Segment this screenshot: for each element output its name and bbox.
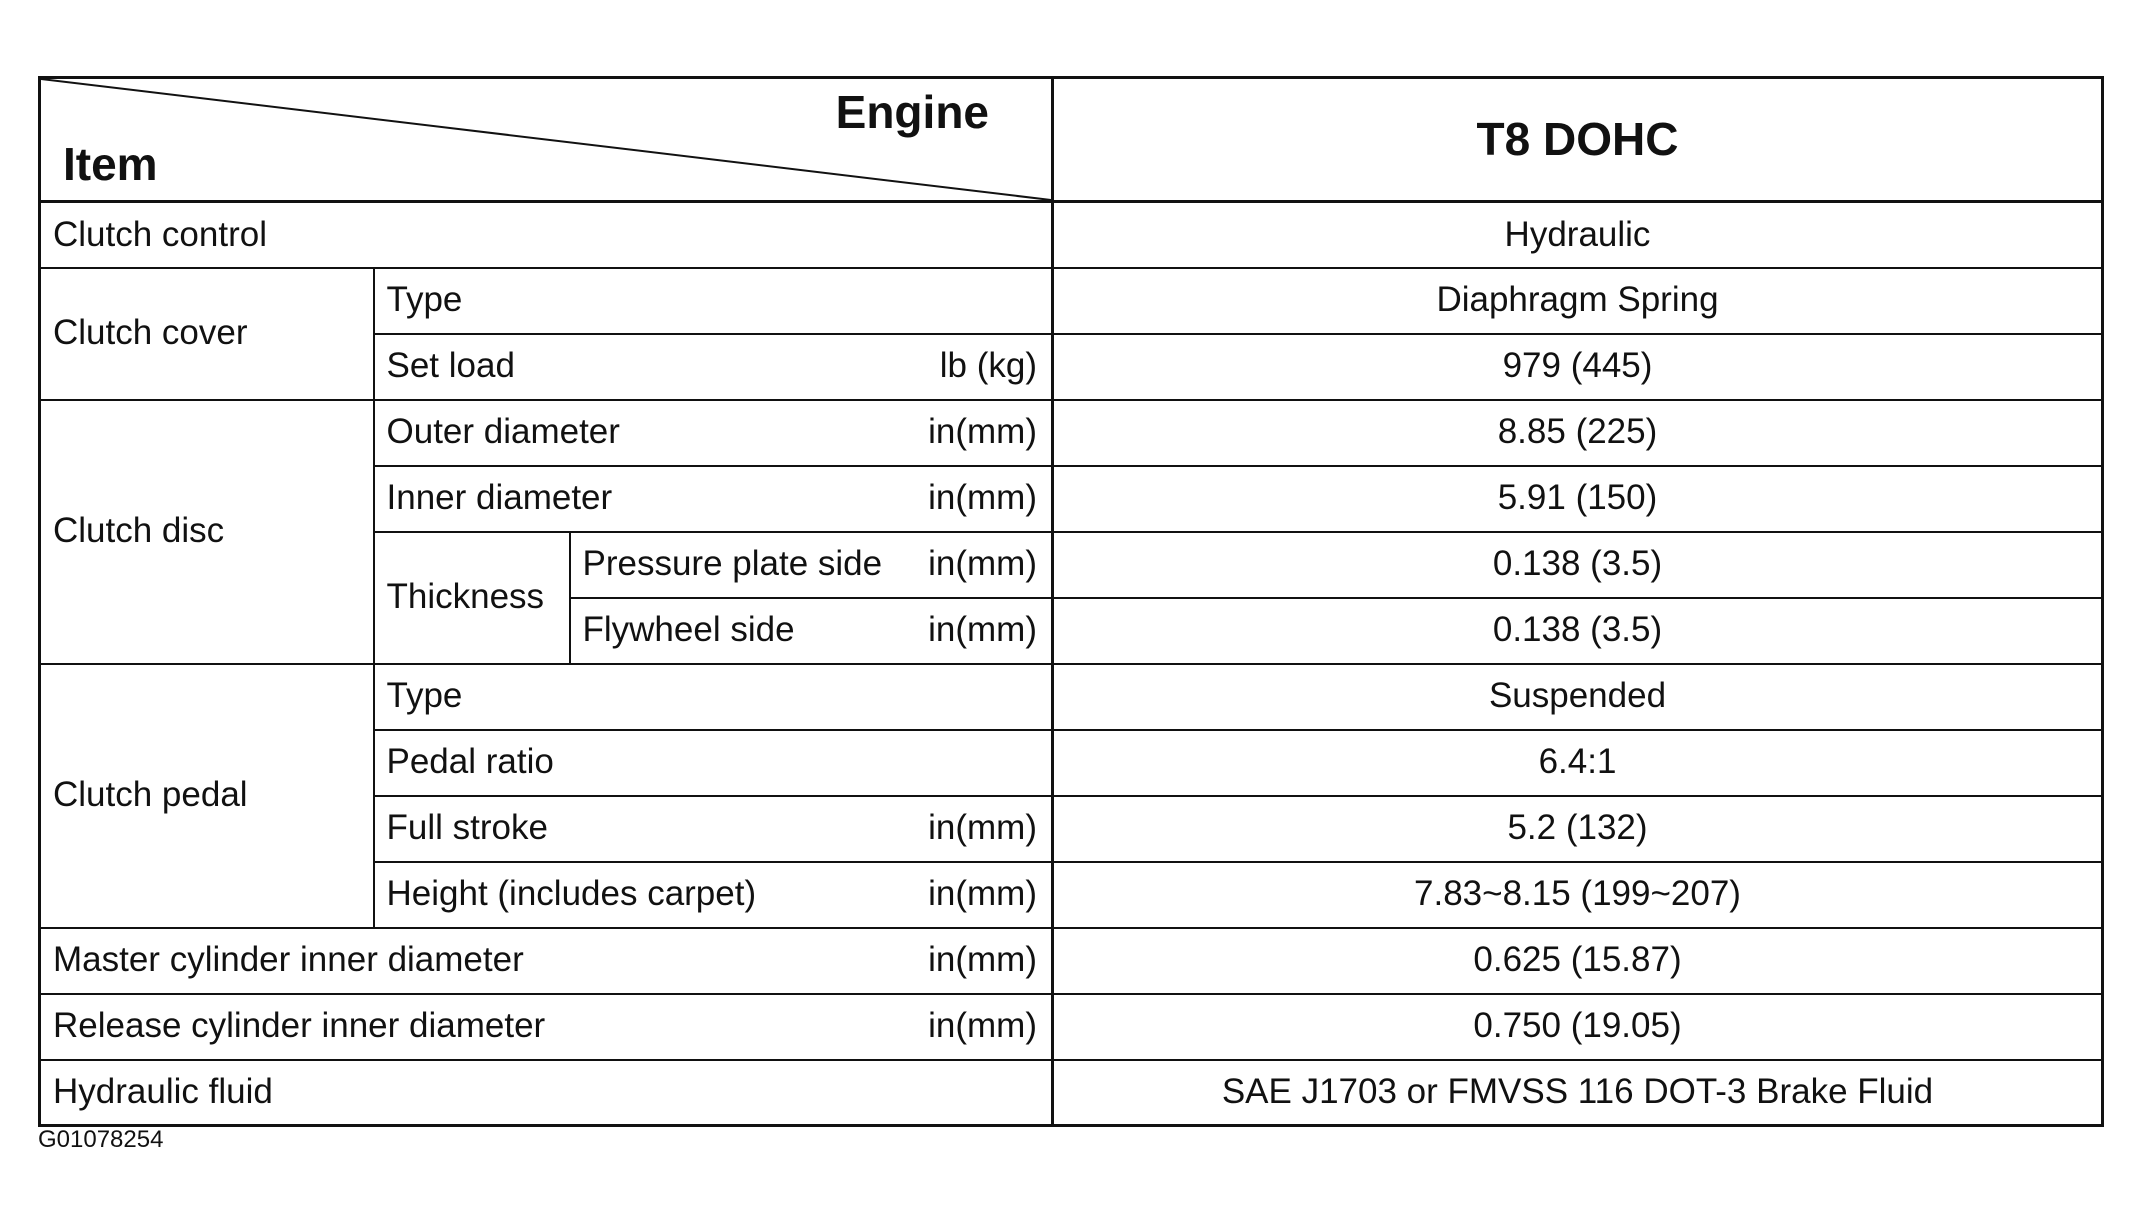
pressure-plate-side-value: 0.138 (3.5) (1053, 532, 2103, 598)
item-header-label: Item (63, 138, 158, 191)
clutch-cover-type-label: Type (374, 268, 1053, 334)
pressure-plate-side-unit: in(mm) (911, 532, 1053, 598)
pedal-ratio-label: Pedal ratio (374, 730, 1053, 796)
outer-diameter-value: 8.85 (225) (1053, 400, 2103, 466)
master-cylinder-label: Master cylinder inner diameter (40, 928, 911, 994)
engine-header-label: Engine (835, 86, 989, 138)
thickness-label: Thickness (374, 532, 570, 664)
clutch-cover-type-value: Diaphragm Spring (1053, 268, 2103, 334)
set-load-value: 979 (445) (1053, 334, 2103, 400)
full-stroke-value: 5.2 (132) (1053, 796, 2103, 862)
header-row (40, 78, 2103, 202)
clutch-control-label: Clutch control (40, 202, 1053, 268)
full-stroke-unit: in(mm) (911, 796, 1053, 862)
figure-id: G01078254 (38, 1126, 164, 1153)
table-row (40, 1060, 2103, 1126)
hydraulic-fluid-value: SAE J1703 or FMVSS 116 DOT-3 Brake Fluid (1053, 1060, 2103, 1126)
table-row (40, 664, 2103, 730)
clutch-disc-label: Clutch disc (40, 400, 374, 664)
flywheel-side-value: 0.138 (3.5) (1053, 598, 2103, 664)
pressure-plate-side-label: Pressure plate side (570, 532, 911, 598)
full-stroke-label: Full stroke (374, 796, 911, 862)
pedal-type-value: Suspended (1053, 664, 2103, 730)
inner-diameter-unit: in(mm) (911, 466, 1053, 532)
inner-diameter-value: 5.91 (150) (1053, 466, 2103, 532)
release-cylinder-unit: in(mm) (911, 994, 1053, 1060)
set-load-unit: lb (kg) (911, 334, 1053, 400)
release-cylinder-label: Release cylinder inner diameter (40, 994, 911, 1060)
pedal-height-unit: in(mm) (911, 862, 1053, 928)
pedal-ratio-value: 6.4:1 (1053, 730, 2103, 796)
hydraulic-fluid-label: Hydraulic fluid (40, 1060, 1053, 1126)
inner-diameter-label: Inner diameter (374, 466, 911, 532)
flywheel-side-label: Flywheel side (570, 598, 911, 664)
table-row (40, 400, 2103, 466)
table-row (40, 202, 2103, 268)
outer-diameter-label: Outer diameter (374, 400, 911, 466)
flywheel-side-unit: in(mm) (911, 598, 1053, 664)
master-cylinder-unit: in(mm) (911, 928, 1053, 994)
release-cylinder-value: 0.750 (19.05) (1053, 994, 2103, 1060)
table-row (40, 928, 2103, 994)
pedal-type-label: Type (374, 664, 1053, 730)
table-row (40, 994, 2103, 1060)
engine-column-title: T8 DOHC (1053, 78, 2103, 202)
clutch-spec-table (38, 76, 2104, 1127)
pedal-height-value: 7.83~8.15 (199~207) (1053, 862, 2103, 928)
outer-diameter-unit: in(mm) (911, 400, 1053, 466)
clutch-control-value: Hydraulic (1053, 202, 2103, 268)
master-cylinder-value: 0.625 (15.87) (1053, 928, 2103, 994)
set-load-label: Set load (374, 334, 911, 400)
clutch-pedal-label: Clutch pedal (40, 664, 374, 928)
pedal-height-label: Height (includes carpet) (374, 862, 911, 928)
clutch-cover-label: Clutch cover (40, 268, 374, 400)
table-row (40, 268, 2103, 334)
item-engine-header-cell (40, 78, 1053, 202)
